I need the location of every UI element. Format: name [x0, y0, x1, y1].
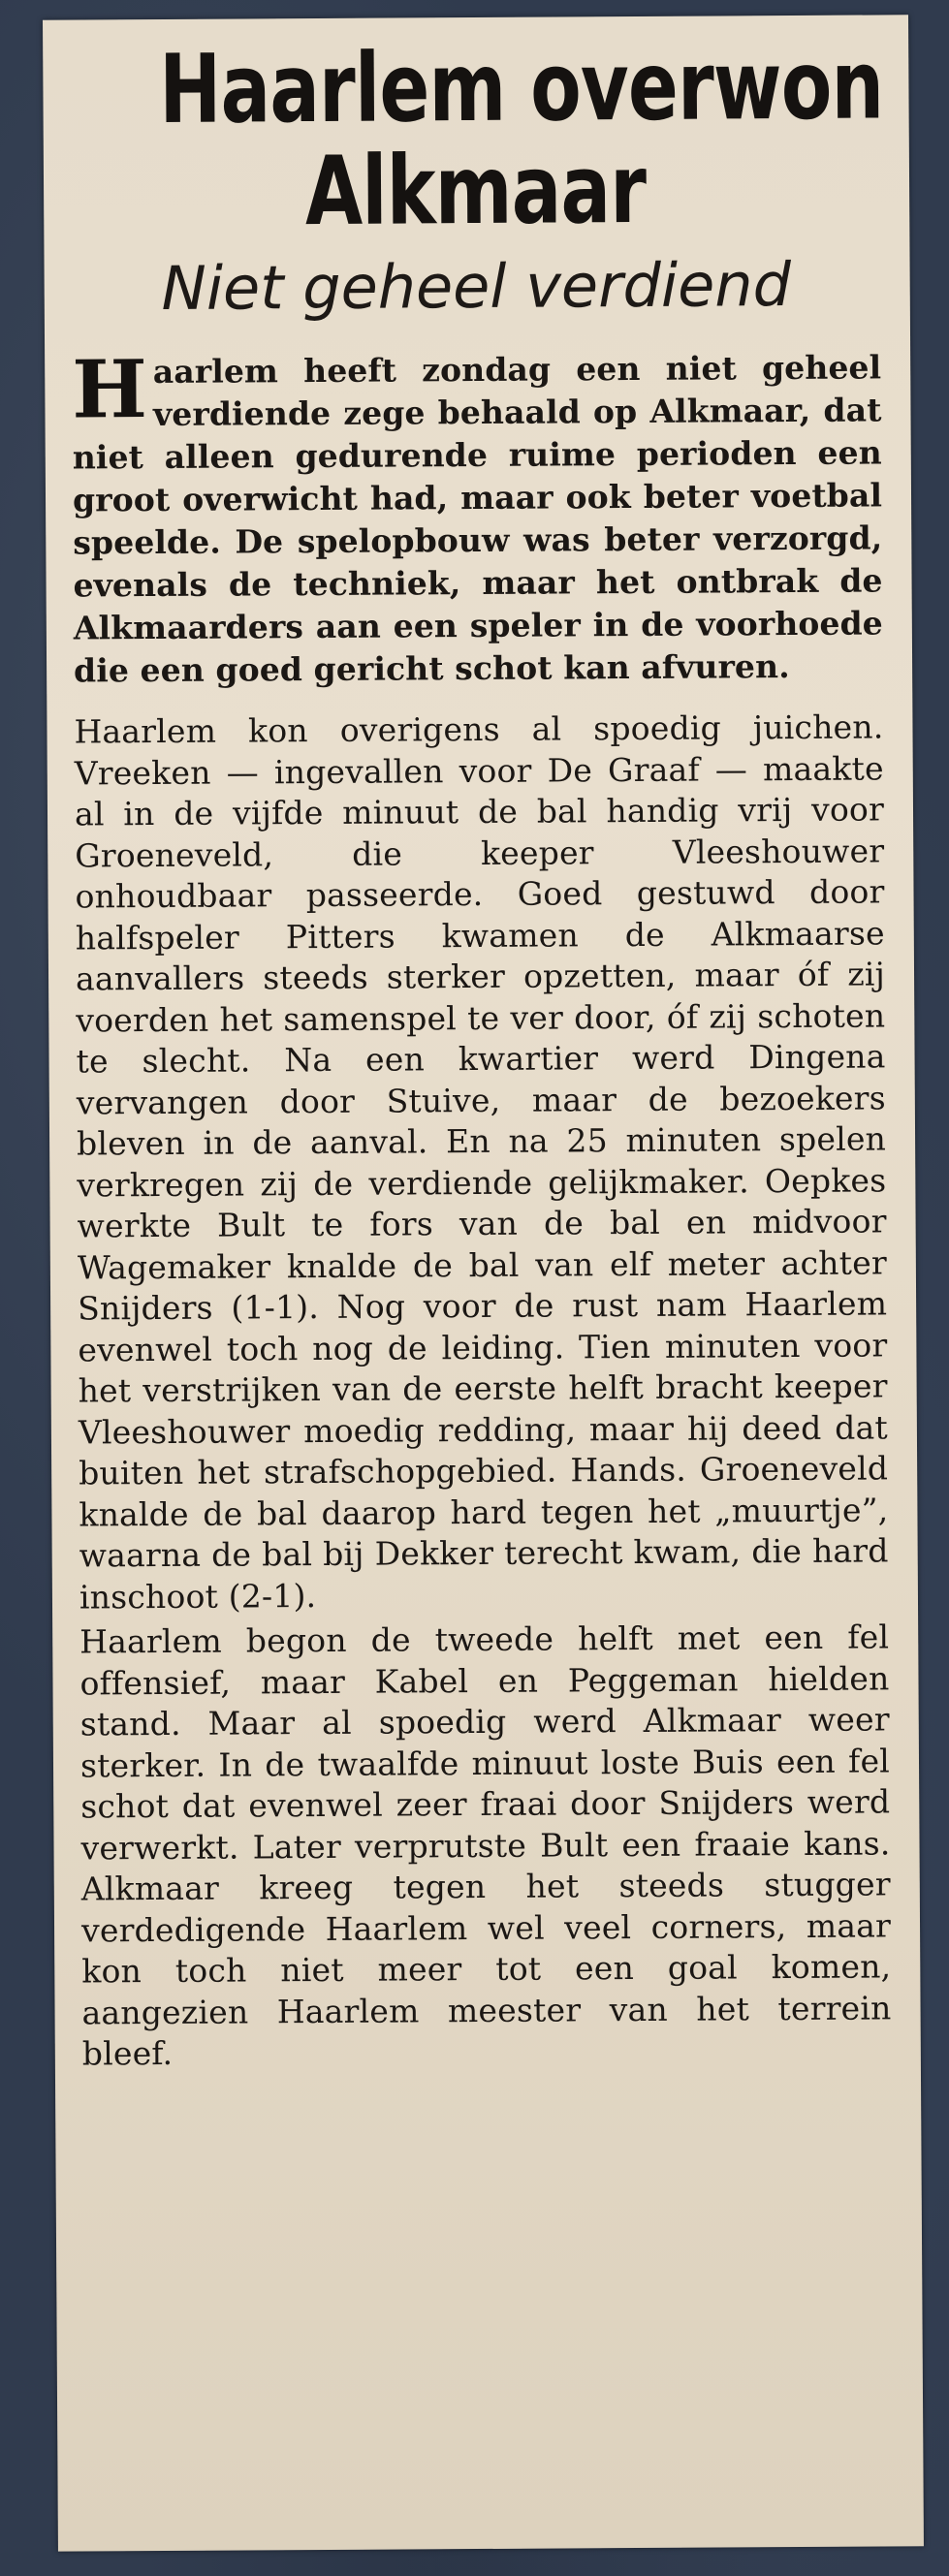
subheadline: Niet geheel verdiend — [161, 249, 792, 324]
newspaper-clipping — [43, 15, 924, 2551]
headline-line-1: Haarlem overwon — [158, 30, 884, 145]
drop-cap: H — [72, 343, 148, 437]
body-paragraph-1: Haarlem kon overigens al spoedig juichen. Vreeken — ingevallen voor De Graaf — maakte al in de vijfde minuut de bal handig vrij voor Groeneveld, die keeper Vleeshouwer onhoudbaar passeerde. Goed gestuwd door halfspeler Pitters kwamen de Alkmaarse aanvallers steeds sterker opzetten, maar óf zij voerden het samenspel te ver door, óf zij schoten te slecht. Na een kwartier werd Dingena vervangen door Stuive, maar de bezoekers bleven in de aanval. En na 25 minuten spelen verkregen zij de verdiende gelijkmaker. Oepkes werkte Bult te fors van de bal en midvoor Wagemaker knalde de bal van elf meter achter Snijders (1-1). Nog voor de rust nam Haarlem evenwel toch nog de leiding. Tien minuten voor het verstrijken van de eerste helft bracht keeper Vleeshouwer moedig redding, maar hij deed dat buiten het strafschopgebied. Hands. Groeneveld knalde de bal daarop hard tegen het „muurtje”, waarna de bal bij Dekker terecht kwam, die hard inschoot (2-1). — [74, 707, 889, 1617]
lead-paragraph — [72, 343, 883, 692]
headline — [158, 30, 884, 248]
headline-line-2: Alkmaar — [304, 134, 647, 248]
lead-text: aarlem heeft zondag een niet geheel verdiende zege behaald op Alkmaar, dat niet alleen gedurende ruime perioden een groot overwicht had, maar ook beter voetbal speelde. De spelopbouw was beter verzorgd, evenals de techniek, maar het ontbrak de Alkmaarders aan een speler in de voorhoede die een goed gericht schot kan afvuren. — [72, 348, 883, 690]
body-paragraph-2: Haarlem begon de tweede helft met een fel offensief, maar Kabel en Peggeman hielden stand. Maar al spoedig werd Alkmaar weer sterker. In de twaalfde minuut loste Buis een fel schot dat evenwel zeer fraai door Snijders werd verwerkt. Later verprutste Bult een fraaie kans. Alkmaar kreeg tegen het steeds stugger verdedigende Haarlem wel veel corners, maar kon toch niet meer tot een goal komen, aangezien Haarlem meester van het terrein bleef. — [79, 1618, 892, 2073]
